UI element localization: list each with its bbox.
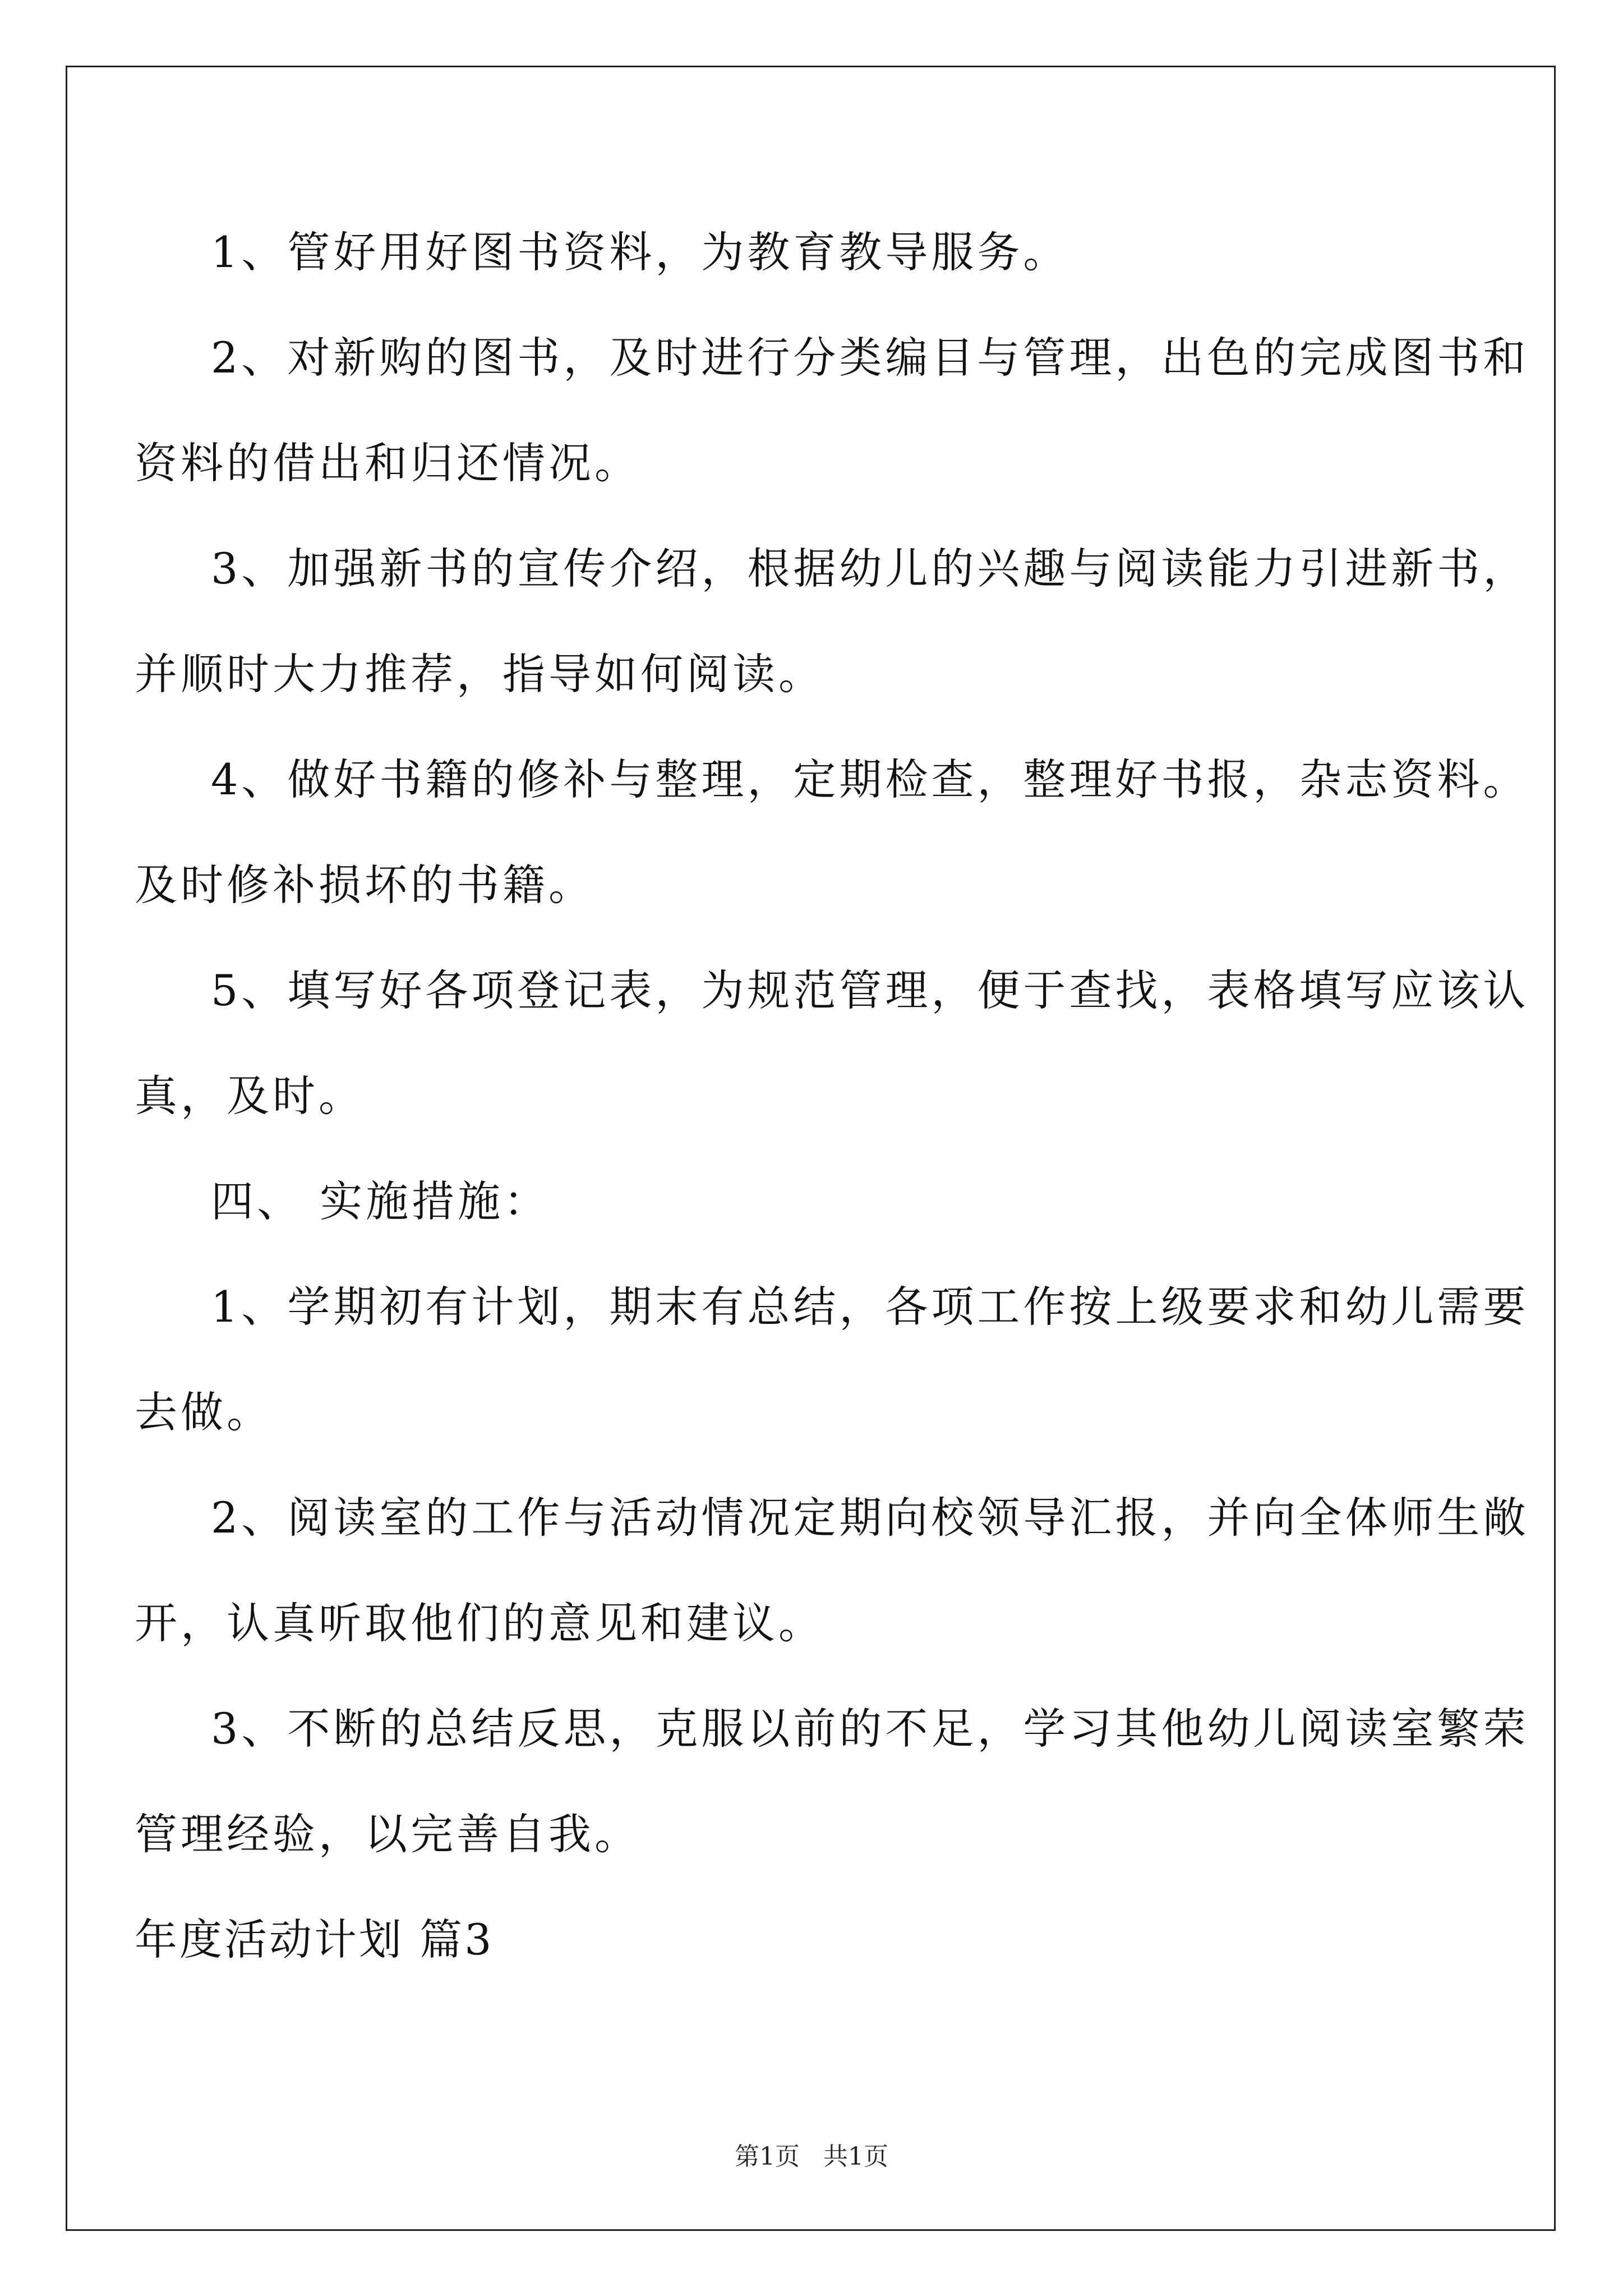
paragraph-line: 管理经验，以完善自我。 xyxy=(135,1809,640,1859)
page-frame xyxy=(66,66,1556,2231)
page-footer: 第1页 共1页 xyxy=(735,2142,888,2171)
paragraph-line: 3、加强新书的宣传介绍，根据幼儿的兴趣与阅读能力引进新书， xyxy=(211,544,1529,593)
document-heading: 年度活动计划 篇3 xyxy=(135,1915,494,1964)
section-heading: 四、 实施措施： xyxy=(211,1176,550,1226)
paragraph-line: 1、管好用好图书资料，为教育教导服务。 xyxy=(211,227,1069,277)
paragraph-line: 3、不断的总结反思，克服以前的不足，学习其他幼儿阅读室繁荣 xyxy=(211,1704,1529,1754)
paragraph-line: 2、阅读室的工作与活动情况定期向校领导汇报，并向全体师生敞 xyxy=(211,1493,1529,1543)
paragraph-line: 4、做好书籍的修补与整理，定期检查，整理好书报，杂志资料。 xyxy=(211,754,1529,804)
paragraph-line: 开，认真听取他们的意见和建议。 xyxy=(135,1598,824,1648)
paragraph-line: 资料的借出和归还情况。 xyxy=(135,438,640,488)
paragraph-line: 并顺时大力推荐，指导如何阅读。 xyxy=(135,649,824,699)
paragraph-line: 及时修补损坏的书籍。 xyxy=(135,860,594,910)
paragraph-line: 5、填写好各项登记表，为规范管理，便于查找，表格填写应该认 xyxy=(211,965,1529,1015)
paragraph-line: 1、学期初有计划，期末有总结，各项工作按上级要求和幼儿需要 xyxy=(211,1282,1529,1332)
paragraph-line: 真，及时。 xyxy=(135,1071,365,1121)
paragraph-line: 去做。 xyxy=(135,1387,273,1437)
paragraph-line: 2、对新购的图书，及时进行分类编目与管理，出色的完成图书和 xyxy=(211,333,1529,383)
